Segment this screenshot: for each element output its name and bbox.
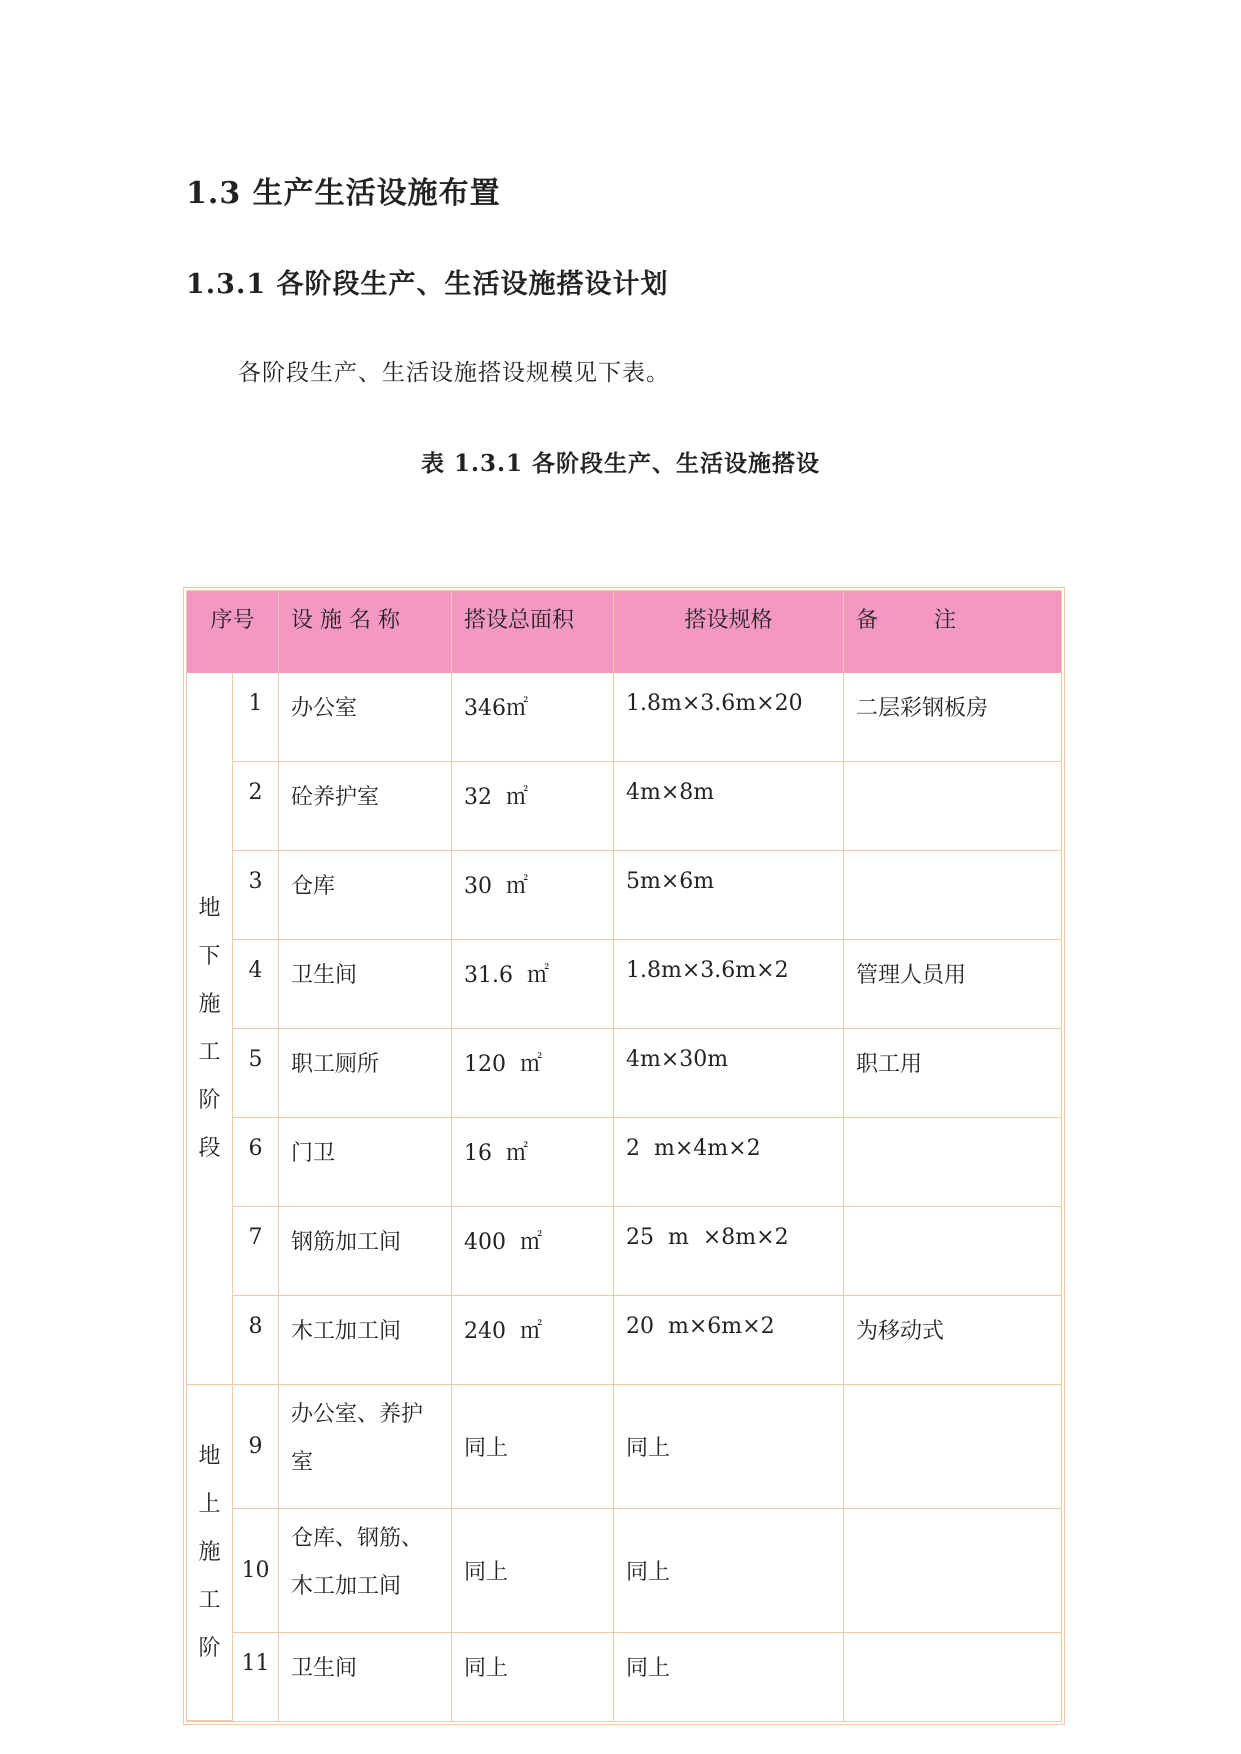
- facility-spec: 1.8m×3.6m×2: [614, 940, 844, 1029]
- row-number: 10: [233, 1509, 279, 1633]
- subsection-heading: 1.3.1 各阶段生产、生活设施搭设计划: [186, 269, 669, 300]
- facility-name: 仓库、钢筋、木工加工间: [279, 1509, 452, 1633]
- facility-name: 卫生间: [279, 1633, 452, 1721]
- facility-name: 钢筋加工间: [279, 1207, 452, 1296]
- row-number: 6: [233, 1118, 279, 1207]
- facility-area: 400 ㎡: [452, 1207, 614, 1296]
- facility-area: 30 ㎡: [452, 851, 614, 940]
- stage-above-ground: 地 上 施 工 阶: [187, 1385, 233, 1721]
- facility-note: [844, 1385, 1061, 1509]
- facility-note: 为移动式: [844, 1296, 1061, 1385]
- row-number: 8: [233, 1296, 279, 1385]
- table-row: [187, 1207, 1061, 1296]
- facilities-table: [186, 590, 1062, 1722]
- row-number: 1: [233, 673, 279, 762]
- row-number: 4: [233, 940, 279, 1029]
- facility-spec: 4m×30m: [614, 1029, 844, 1118]
- intro-paragraph: 各阶段生产、生活设施搭设规模见下表。: [238, 360, 670, 386]
- row-number: 11: [233, 1633, 279, 1721]
- facility-name: 仓库: [279, 851, 452, 940]
- table-row: [187, 851, 1061, 940]
- facility-spec: 5m×6m: [614, 851, 844, 940]
- table-row: [187, 673, 1061, 762]
- table-caption: 表 1.3.1 各阶段生产、生活设施搭设: [420, 450, 821, 477]
- facility-area: 346㎡: [452, 673, 614, 762]
- facility-spec: 25 m ×8m×2: [614, 1207, 844, 1296]
- header-spec: 搭设规格: [614, 591, 844, 673]
- facility-name: 木工加工间: [279, 1296, 452, 1385]
- table-header-row: [187, 591, 1061, 673]
- row-number: 9: [233, 1385, 279, 1509]
- facility-note: [844, 1207, 1061, 1296]
- facility-note: 管理人员用: [844, 940, 1061, 1029]
- facility-spec: 1.8m×3.6m×20: [614, 673, 844, 762]
- table-row: [187, 1296, 1061, 1385]
- facility-spec: 2 m×4m×2: [614, 1118, 844, 1207]
- table-row: [187, 1633, 1061, 1721]
- table-row: [187, 1509, 1061, 1633]
- facility-spec: 20 m×6m×2: [614, 1296, 844, 1385]
- facility-note: [844, 851, 1061, 940]
- section-heading: 1.3 生产生活设施布置: [186, 176, 501, 211]
- row-number: 7: [233, 1207, 279, 1296]
- facility-area: 32 ㎡: [452, 762, 614, 851]
- facility-spec: 4m×8m: [614, 762, 844, 851]
- table-row: [187, 1029, 1061, 1118]
- row-number: 2: [233, 762, 279, 851]
- facility-area: 同上: [452, 1509, 614, 1633]
- facility-note: [844, 762, 1061, 851]
- facility-area: 同上: [452, 1633, 614, 1721]
- facility-spec: 同上: [614, 1509, 844, 1633]
- table-row: [187, 1385, 1061, 1509]
- table-row: [187, 940, 1061, 1029]
- header-name: 设 施 名 称: [279, 591, 452, 673]
- facility-note: [844, 1118, 1061, 1207]
- row-number: 3: [233, 851, 279, 940]
- facility-spec: 同上: [614, 1633, 844, 1721]
- facility-name: 砼养护室: [279, 762, 452, 851]
- facility-note: [844, 1633, 1061, 1721]
- facility-name: 办公室: [279, 673, 452, 762]
- table-row: [187, 762, 1061, 851]
- header-index: 序号: [187, 591, 279, 673]
- header-area: 搭设总面积: [452, 591, 614, 673]
- facility-area: 31.6 ㎡: [452, 940, 614, 1029]
- table-row: [187, 1118, 1061, 1207]
- facility-note: 职工用: [844, 1029, 1061, 1118]
- facility-name: 门卫: [279, 1118, 452, 1207]
- facility-area: 240 ㎡: [452, 1296, 614, 1385]
- row-number: 5: [233, 1029, 279, 1118]
- facility-area: 同上: [452, 1385, 614, 1509]
- facility-area: 120 ㎡: [452, 1029, 614, 1118]
- facility-spec: 同上: [614, 1385, 844, 1509]
- facility-name: 卫生间: [279, 940, 452, 1029]
- facility-name: 职工厕所: [279, 1029, 452, 1118]
- facility-area: 16 ㎡: [452, 1118, 614, 1207]
- header-note: 备 注: [844, 591, 1061, 673]
- facility-name: 办公室、养护室: [279, 1385, 452, 1509]
- facility-note: 二层彩钢板房: [844, 673, 1061, 762]
- facility-note: [844, 1509, 1061, 1633]
- stage-underground: 地 下 施 工 阶 段: [187, 673, 233, 1385]
